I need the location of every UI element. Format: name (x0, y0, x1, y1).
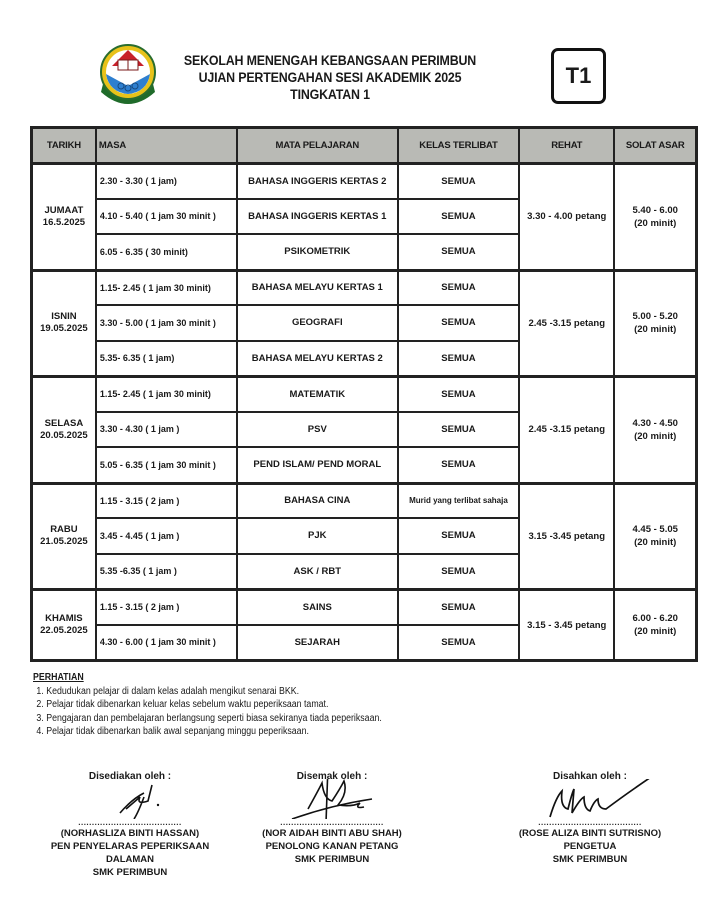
day-name: KHAMIS (45, 613, 83, 624)
prayer-duration: (20 minit) (634, 430, 677, 442)
time-cell: 1.15- 2.45 ( 1 jam 30 minit) (96, 270, 237, 306)
date-cell (32, 163, 96, 270)
class-cell: SEMUA (398, 234, 519, 270)
document-header (0, 0, 711, 120)
table-row (32, 483, 696, 519)
document-title-block (178, 52, 482, 103)
signature-line: ...................................... (538, 819, 642, 827)
notes-heading: PERHATIAN (33, 672, 84, 683)
time-cell: 5.35- 6.35 ( 1 jam) (96, 341, 237, 377)
subject-cell: BAHASA INGGERIS KERTAS 1 (237, 199, 398, 235)
time-cell: 4.30 - 6.00 ( 1 jam 30 minit ) (96, 625, 237, 661)
date-value: 16.5.2025 (42, 216, 86, 228)
class-cell: SEMUA (398, 163, 519, 199)
day-name: JUMAAT (44, 204, 84, 216)
signature-line: ...................................... (280, 819, 384, 827)
date-value: 20.05.2025 (40, 429, 88, 441)
class-cell: SEMUA (398, 270, 519, 306)
table-row (32, 163, 696, 199)
signature-scribble-icon (40, 779, 220, 819)
subject-cell: SEJARAH (237, 625, 398, 661)
signature-block-prepared (40, 770, 220, 879)
column-header-tarikh: TARIKH (32, 128, 96, 163)
date-cell (32, 376, 96, 483)
level-code-badge: T1 (551, 48, 606, 104)
break-cell: 3.30 - 4.00 petang (519, 163, 614, 270)
signatory-title: PENOLONG KANAN PETANG (265, 841, 399, 852)
prayer-cell (614, 589, 696, 660)
subject-cell: SAINS (237, 589, 398, 625)
prayer-time: 5.00 - 5.20 (632, 311, 678, 323)
day-name: RABU (50, 524, 78, 536)
signature-label: Disahkan oleh : (553, 771, 627, 782)
signatory-org: SMK PERIMBUN (294, 854, 370, 865)
class-cell: SEMUA (398, 589, 519, 625)
subject-cell: ASK / RBT (237, 554, 398, 590)
time-cell: 5.05 - 6.35 ( 1 jam 30 minit ) (96, 447, 237, 483)
column-header-kelas-terlibat: KELAS TERLIBAT (398, 128, 519, 163)
date-cell (32, 589, 96, 660)
signatory-org: SMK PERIMBUN (92, 867, 168, 878)
day-name: SELASA (44, 417, 84, 429)
column-header-solat-asar: SOLAT ASAR (614, 128, 696, 163)
signature-line: ...................................... (78, 819, 182, 827)
table-row (32, 376, 696, 412)
day-name: ISNIN (51, 311, 77, 323)
break-cell: 3.15 - 3.45 petang (519, 589, 614, 660)
signature-label: Disemak oleh : (296, 771, 368, 782)
prayer-duration: (20 minit) (634, 217, 677, 229)
form-level: TINGKATAN 1 (290, 87, 370, 102)
subject-cell: PEND ISLAM/ PEND MORAL (237, 447, 398, 483)
class-cell: SEMUA (398, 447, 519, 483)
prayer-duration: (20 minit) (634, 537, 677, 549)
note-item: 4. Pelajar tidak dibenarkan balik awal sepanjang minggu peperiksaan. (46, 725, 429, 739)
prayer-cell (614, 270, 696, 377)
exam-title: UJIAN PERTENGAHAN SESI AKADEMIK 2025 (198, 70, 462, 85)
prayer-time: 4.45 - 5.05 (632, 524, 678, 536)
class-cell: SEMUA (398, 625, 519, 661)
class-cell: SEMUA (398, 376, 519, 412)
column-header-mata-pelajaran: MATA PELAJARAN (237, 128, 398, 163)
table-header-row (32, 128, 696, 163)
time-cell: 1.15 - 3.15 ( 2 jam ) (96, 483, 237, 519)
date-value: 19.05.2025 (40, 323, 88, 335)
prayer-time: 6.00 - 6.20 (632, 613, 678, 624)
subject-cell: BAHASA INGGERIS KERTAS 2 (237, 163, 398, 199)
column-header-rehat: REHAT (519, 128, 614, 163)
prayer-duration: (20 minit) (634, 324, 677, 336)
class-cell: SEMUA (398, 412, 519, 448)
exam-schedule-table (30, 126, 698, 662)
table-row (32, 270, 696, 306)
time-cell: 6.05 - 6.35 ( 30 minit) (96, 234, 237, 270)
time-cell: 3.30 - 5.00 ( 1 jam 30 minit ) (96, 305, 237, 341)
signatory-name: (NORHASLIZA BINTI HASSAN) (60, 828, 200, 839)
subject-cell: BAHASA MELAYU KERTAS 2 (237, 341, 398, 377)
time-cell: 1.15 - 3.15 ( 2 jam ) (96, 589, 237, 625)
signature-block-approved (510, 770, 670, 866)
note-item: 1. Kedudukan pelajar di dalam kelas adalah mengikut senarai BKK. (46, 685, 429, 699)
date-cell (32, 270, 96, 377)
school-crest-icon (97, 40, 159, 106)
subject-cell: PSV (237, 412, 398, 448)
date-cell (32, 483, 96, 590)
school-name: SEKOLAH MENENGAH KEBANGSAAN PERIMBUN (183, 53, 477, 68)
class-cell: SEMUA (398, 305, 519, 341)
class-cell: Murid yang terlibat sahaja (398, 483, 519, 519)
prayer-time: 4.30 - 4.50 (632, 417, 678, 429)
time-cell: 3.30 - 4.30 ( 1 jam ) (96, 412, 237, 448)
subject-cell: BAHASA CINA (237, 483, 398, 519)
prayer-time: 5.40 - 6.00 (632, 204, 678, 216)
note-item: 3. Pengajaran dan pembelajaran berlangsung seperti biasa sekiranya tiada peperiksaan. (46, 712, 429, 726)
class-cell: SEMUA (398, 199, 519, 235)
prayer-duration: (20 minit) (634, 626, 677, 637)
signature-block-checked (252, 770, 412, 866)
subject-cell: BAHASA MELAYU KERTAS 1 (237, 270, 398, 306)
class-cell: SEMUA (398, 554, 519, 590)
signature-scribble-icon (510, 779, 670, 819)
column-header-masa: MASA (96, 128, 237, 163)
note-item: 2. Pelajar tidak dibenarkan keluar kelas sebelum waktu peperiksaan tamat. (46, 698, 429, 712)
notes-list (33, 685, 429, 739)
break-cell: 2.45 -3.15 petang (519, 270, 614, 377)
class-cell: SEMUA (398, 341, 519, 377)
subject-cell: PSIKOMETRIK (237, 234, 398, 270)
signatory-title: PENGETUA (563, 841, 617, 852)
signatory-org: SMK PERIMBUN (552, 854, 628, 865)
signatory-title: PEN PENYELARAS PEPERIKSAAN DALAMAN (50, 841, 210, 865)
signatory-name: (NOR AIDAH BINTI ABU SHAH) (262, 828, 402, 839)
break-cell: 2.45 -3.15 petang (519, 376, 614, 483)
prayer-cell (614, 163, 696, 270)
date-value: 22.05.2025 (40, 625, 88, 636)
table-row (32, 589, 696, 625)
class-cell: SEMUA (398, 518, 519, 554)
time-cell: 3.45 - 4.45 ( 1 jam ) (96, 518, 237, 554)
subject-cell: MATEMATIK (237, 376, 398, 412)
time-cell: 1.15- 2.45 ( 1 jam 30 minit) (96, 376, 237, 412)
prayer-cell (614, 376, 696, 483)
subject-cell: PJK (237, 518, 398, 554)
prayer-cell (614, 483, 696, 590)
signatory-name: (ROSE ALIZA BINTI SUTRISNO) (518, 828, 662, 839)
notes-section (33, 671, 429, 739)
subject-cell: GEOGRAFI (237, 305, 398, 341)
date-value: 21.05.2025 (40, 536, 88, 548)
break-cell: 3.15 -3.45 petang (519, 483, 614, 590)
time-cell: 4.10 - 5.40 ( 1 jam 30 minit ) (96, 199, 237, 235)
signature-scribble-icon (252, 779, 412, 819)
time-cell: 5.35 -6.35 ( 1 jam ) (96, 554, 237, 590)
signature-label: Disediakan oleh : (88, 771, 172, 782)
time-cell: 2.30 - 3.30 ( 1 jam) (96, 163, 237, 199)
